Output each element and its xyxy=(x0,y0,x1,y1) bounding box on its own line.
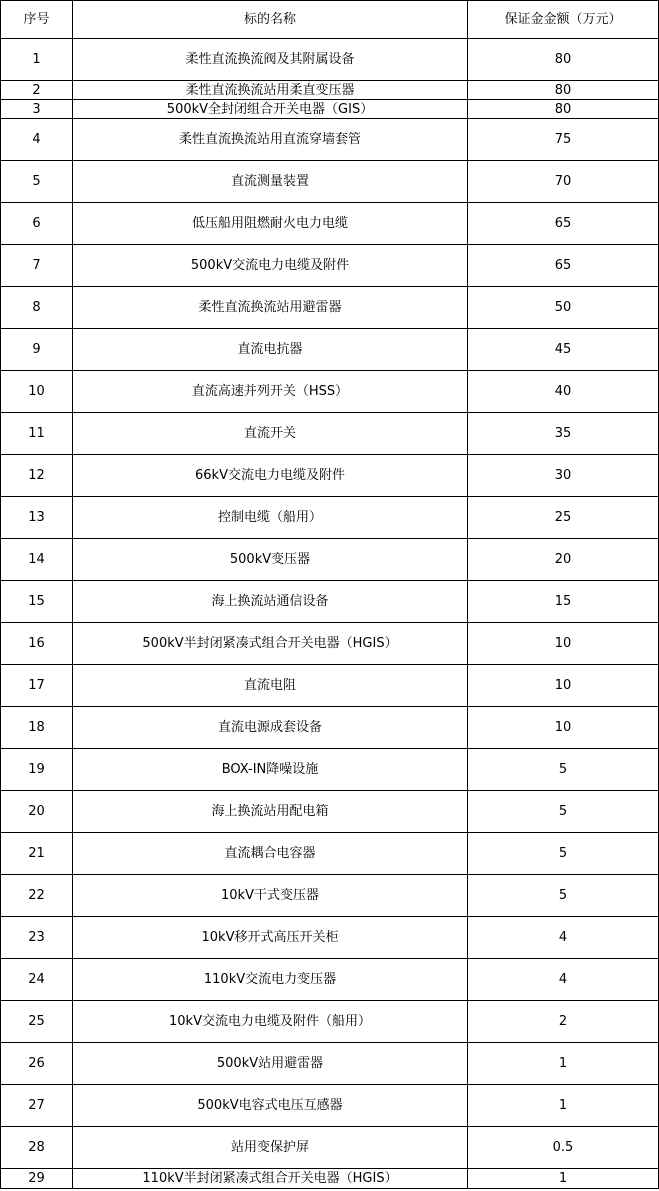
cell-name: 10kV移开式高压开关柜 xyxy=(73,917,468,959)
cell-amount: 5 xyxy=(468,791,659,833)
cell-no: 28 xyxy=(1,1127,73,1169)
cell-no: 26 xyxy=(1,1043,73,1085)
cell-name: 500kV全封闭组合开关电器（GIS） xyxy=(73,100,468,119)
cell-no: 2 xyxy=(1,81,73,100)
cell-name: 500kV站用避雷器 xyxy=(73,1043,468,1085)
cell-name: 500kV交流电力电缆及附件 xyxy=(73,245,468,287)
header-no: 序号 xyxy=(1,1,73,39)
cell-no: 25 xyxy=(1,1001,73,1043)
cell-no: 9 xyxy=(1,329,73,371)
table-row xyxy=(1,665,659,707)
table-row xyxy=(1,623,659,665)
cell-amount: 80 xyxy=(468,39,659,81)
cell-name: 直流开关 xyxy=(73,413,468,455)
table-row xyxy=(1,539,659,581)
header-row xyxy=(1,1,659,39)
cell-no: 11 xyxy=(1,413,73,455)
table-row xyxy=(1,1001,659,1043)
cell-amount: 0.5 xyxy=(468,1127,659,1169)
cell-amount: 1 xyxy=(468,1085,659,1127)
cell-amount: 65 xyxy=(468,203,659,245)
cell-no: 3 xyxy=(1,100,73,119)
table-row xyxy=(1,749,659,791)
cell-no: 27 xyxy=(1,1085,73,1127)
cell-amount: 4 xyxy=(468,959,659,1001)
cell-amount: 70 xyxy=(468,161,659,203)
cell-amount: 65 xyxy=(468,245,659,287)
cell-name: 500kV变压器 xyxy=(73,539,468,581)
cell-no: 22 xyxy=(1,875,73,917)
table-row xyxy=(1,329,659,371)
table-row xyxy=(1,497,659,539)
table-row xyxy=(1,119,659,161)
cell-amount: 30 xyxy=(468,455,659,497)
cell-no: 21 xyxy=(1,833,73,875)
table-row xyxy=(1,1043,659,1085)
cell-amount: 10 xyxy=(468,707,659,749)
cell-no: 1 xyxy=(1,39,73,81)
cell-name: 站用变保护屏 xyxy=(73,1127,468,1169)
cell-no: 20 xyxy=(1,791,73,833)
cell-name: 500kV半封闭紧凑式组合开关电器（HGIS） xyxy=(73,623,468,665)
table-row xyxy=(1,1127,659,1169)
table-header xyxy=(1,1,659,39)
cell-name: 直流测量装置 xyxy=(73,161,468,203)
table-row xyxy=(1,455,659,497)
cell-no: 14 xyxy=(1,539,73,581)
cell-no: 7 xyxy=(1,245,73,287)
cell-amount: 4 xyxy=(468,917,659,959)
cell-amount: 50 xyxy=(468,287,659,329)
table-row xyxy=(1,581,659,623)
cell-no: 5 xyxy=(1,161,73,203)
cell-name: 海上换流站用配电箱 xyxy=(73,791,468,833)
cell-no: 19 xyxy=(1,749,73,791)
table-row xyxy=(1,161,659,203)
cell-no: 4 xyxy=(1,119,73,161)
header-amount: 保证金金额（万元） xyxy=(468,1,659,39)
cell-amount: 40 xyxy=(468,371,659,413)
cell-amount: 2 xyxy=(468,1001,659,1043)
cell-amount: 80 xyxy=(468,100,659,119)
table-row xyxy=(1,100,659,119)
cell-amount: 15 xyxy=(468,581,659,623)
cell-name: 柔性直流换流站用避雷器 xyxy=(73,287,468,329)
table-row xyxy=(1,81,659,100)
table-row xyxy=(1,1169,659,1189)
table-row xyxy=(1,1085,659,1127)
cell-amount: 1 xyxy=(468,1043,659,1085)
cell-amount: 80 xyxy=(468,81,659,100)
cell-name: 直流电阻 xyxy=(73,665,468,707)
table-row xyxy=(1,917,659,959)
table-row xyxy=(1,371,659,413)
cell-no: 17 xyxy=(1,665,73,707)
cell-amount: 5 xyxy=(468,875,659,917)
cell-amount: 35 xyxy=(468,413,659,455)
cell-no: 24 xyxy=(1,959,73,1001)
cell-no: 15 xyxy=(1,581,73,623)
cell-amount: 45 xyxy=(468,329,659,371)
header-name: 标的名称 xyxy=(73,1,468,39)
table-row xyxy=(1,791,659,833)
cell-amount: 5 xyxy=(468,833,659,875)
cell-no: 10 xyxy=(1,371,73,413)
cell-amount: 1 xyxy=(468,1169,659,1189)
cell-no: 12 xyxy=(1,455,73,497)
cell-name: 直流电源成套设备 xyxy=(73,707,468,749)
cell-amount: 5 xyxy=(468,749,659,791)
table-row xyxy=(1,287,659,329)
cell-amount: 10 xyxy=(468,623,659,665)
cell-name: 柔性直流换流站用直流穿墙套管 xyxy=(73,119,468,161)
table-row xyxy=(1,833,659,875)
cell-name: 500kV电容式电压互感器 xyxy=(73,1085,468,1127)
cell-no: 23 xyxy=(1,917,73,959)
table-row xyxy=(1,413,659,455)
table-row xyxy=(1,203,659,245)
cell-no: 18 xyxy=(1,707,73,749)
cell-name: 柔性直流换流阀及其附属设备 xyxy=(73,39,468,81)
cell-name: 直流耦合电容器 xyxy=(73,833,468,875)
cell-amount: 20 xyxy=(468,539,659,581)
cell-name: 柔性直流换流站用柔直变压器 xyxy=(73,81,468,100)
cell-name: 海上换流站通信设备 xyxy=(73,581,468,623)
cell-name: 66kV交流电力电缆及附件 xyxy=(73,455,468,497)
cell-name: 10kV干式变压器 xyxy=(73,875,468,917)
cell-amount: 25 xyxy=(468,497,659,539)
table-row xyxy=(1,707,659,749)
table-row xyxy=(1,39,659,81)
table-row xyxy=(1,959,659,1001)
cell-name: BOX-IN降噪设施 xyxy=(73,749,468,791)
cell-no: 8 xyxy=(1,287,73,329)
cell-name: 10kV交流电力电缆及附件（船用） xyxy=(73,1001,468,1043)
cell-no: 16 xyxy=(1,623,73,665)
table-row xyxy=(1,875,659,917)
cell-name: 110kV交流电力变压器 xyxy=(73,959,468,1001)
cell-name: 直流电抗器 xyxy=(73,329,468,371)
cell-name: 控制电缆（船用） xyxy=(73,497,468,539)
cell-amount: 10 xyxy=(468,665,659,707)
cell-no: 29 xyxy=(1,1169,73,1189)
cell-name: 直流高速并列开关（HSS） xyxy=(73,371,468,413)
table-body xyxy=(1,39,659,1189)
cell-no: 13 xyxy=(1,497,73,539)
cell-name: 110kV半封闭紧凑式组合开关电器（HGIS） xyxy=(73,1169,468,1189)
cell-name: 低压船用阻燃耐火电力电缆 xyxy=(73,203,468,245)
cell-amount: 75 xyxy=(468,119,659,161)
cell-no: 6 xyxy=(1,203,73,245)
table-row xyxy=(1,245,659,287)
